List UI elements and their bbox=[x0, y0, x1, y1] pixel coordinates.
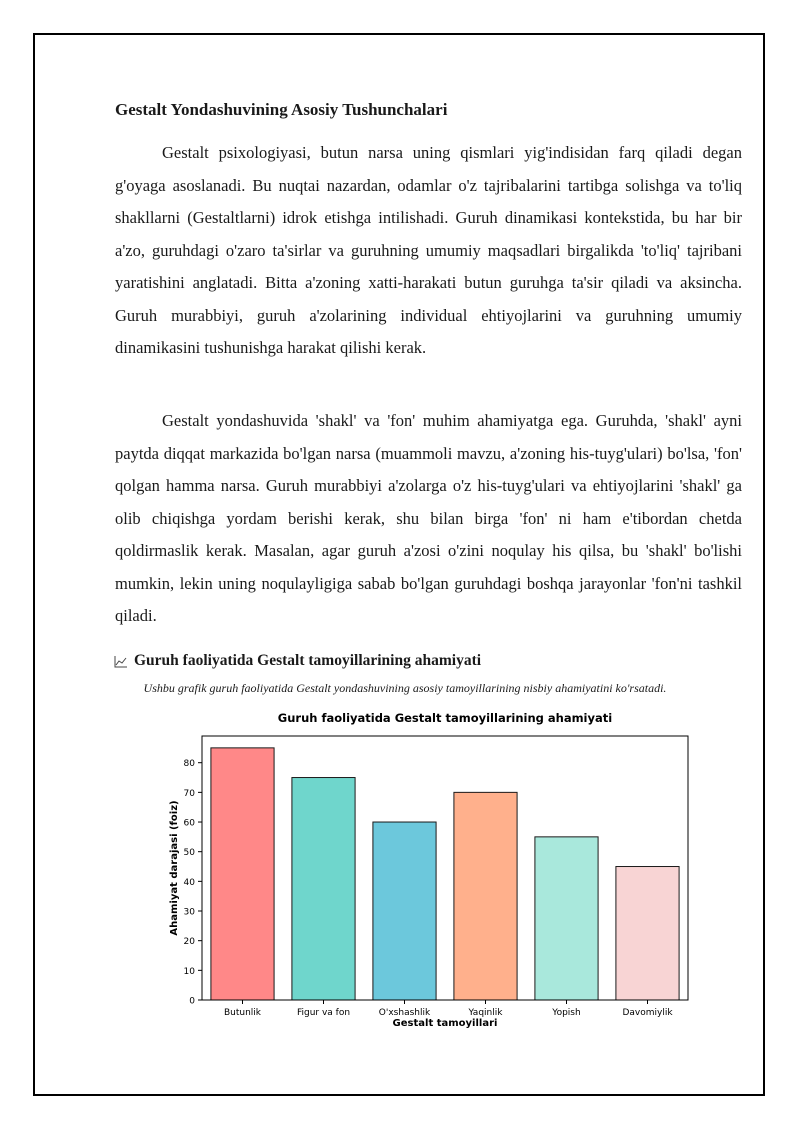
bar-chart bbox=[160, 706, 700, 1036]
paragraph-2: Gestalt yondashuvida 'shakl' va 'fon' muhim ahamiyatga ega. Guruhda, 'shakl' ayni paytda diqqat markazida bo'lgan narsa (muammoli mavzu, a'zoning his-tuyg'ulari) bo'lsa, 'fon' qolgan hamma narsa. Guruh murabbiyi a'zolarga o'z his-tuyg'ulari va ehtiyojlarini 'shakl' ga olib chiqishga yordam berishi kerak, shu bilan birga 'fon' ni ham e'tibordan chetda qoldirmaslik kerak. Masalan, agar guruh a'zosi o'zini noqulay his qilsa, bu 'shakl' bo'lishi mumkin, lekin uning noqulayligiga sabab bo'lgan guruhdagi boshqa jarayonlar 'fon'ni tashkil qiladi. bbox=[115, 411, 742, 625]
line-chart-icon bbox=[114, 655, 128, 668]
x-tick-label-2: O'xshashlik bbox=[378, 1008, 431, 1018]
bar-0 bbox=[211, 748, 274, 1000]
chart-title: Guruh faoliyatida Gestalt tamoyillarining ahamiyati bbox=[277, 711, 613, 725]
plot-frame bbox=[202, 736, 688, 1000]
bar-4 bbox=[535, 837, 598, 1000]
x-tick-label-5: Davomiylik bbox=[622, 1008, 673, 1018]
figure-title-text: Guruh faoliyatida Gestalt tamoyillarining ahamiyati bbox=[134, 652, 482, 669]
y-tick-label-3: 30 bbox=[183, 907, 195, 918]
y-tick-label-6: 60 bbox=[183, 818, 195, 829]
figure-title bbox=[114, 652, 481, 670]
x-tick-label-0: Butunlik bbox=[223, 1008, 262, 1018]
y-tick-label-1: 10 bbox=[183, 966, 195, 977]
x-tick-label-1: Figur va fon bbox=[296, 1008, 351, 1018]
figure-caption: Ushbu grafik guruh faoliyatida Gestalt yondashuvining asosiy tamoyillarining nisbiy ahamiyatini ko'rsatadi. bbox=[143, 681, 667, 695]
bar-2 bbox=[373, 822, 436, 1000]
x-axis-label: Gestalt tamoyillari bbox=[392, 1018, 498, 1029]
bar-3 bbox=[454, 792, 517, 1000]
section-heading: Gestalt Yondashuvining Asosiy Tushunchalari bbox=[115, 100, 448, 119]
y-tick-label-2: 20 bbox=[183, 937, 195, 948]
y-tick-label-8: 80 bbox=[183, 759, 195, 770]
y-tick-label-0: 0 bbox=[189, 996, 195, 1007]
y-axis-label: Ahamiyat darajasi (foiz) bbox=[169, 800, 180, 936]
paragraph-1: Gestalt psixologiyasi, butun narsa uning qismlari yig'indisidan farq qiladi degan g'oyaga asoslanadi. Bu nuqtai nazardan, odamlar o'z tajribalarini tartibga solishga va to'liq shakllarni (Gestaltlarni) idrok etishga intilishadi. Guruh dinamikasi kontekstida, bu har bir a'zo, guruhdagi o'zaro ta'sirlar va guruhning umumiy maqsadlari birgalikda 'to'liq' tajribani yaratishini anglatadi. Bitta a'zoning xatti-harakati butun guruhga ta'sir qiladi va aksincha. Guruh murabbiyi, guruh a'zolarining individual ehtiyojlarini va guruhning umumiy dinamikasini tushunishga harakat qilishi kerak. bbox=[115, 143, 742, 357]
x-tick-label-3: Yaqinlik bbox=[468, 1008, 503, 1018]
x-tick-label-4: Yopish bbox=[552, 1008, 581, 1018]
bar-5 bbox=[616, 867, 679, 1000]
y-tick-label-7: 70 bbox=[183, 788, 195, 799]
y-tick-label-4: 40 bbox=[183, 877, 195, 888]
y-tick-label-5: 50 bbox=[183, 848, 195, 859]
bar-1 bbox=[292, 778, 355, 1000]
